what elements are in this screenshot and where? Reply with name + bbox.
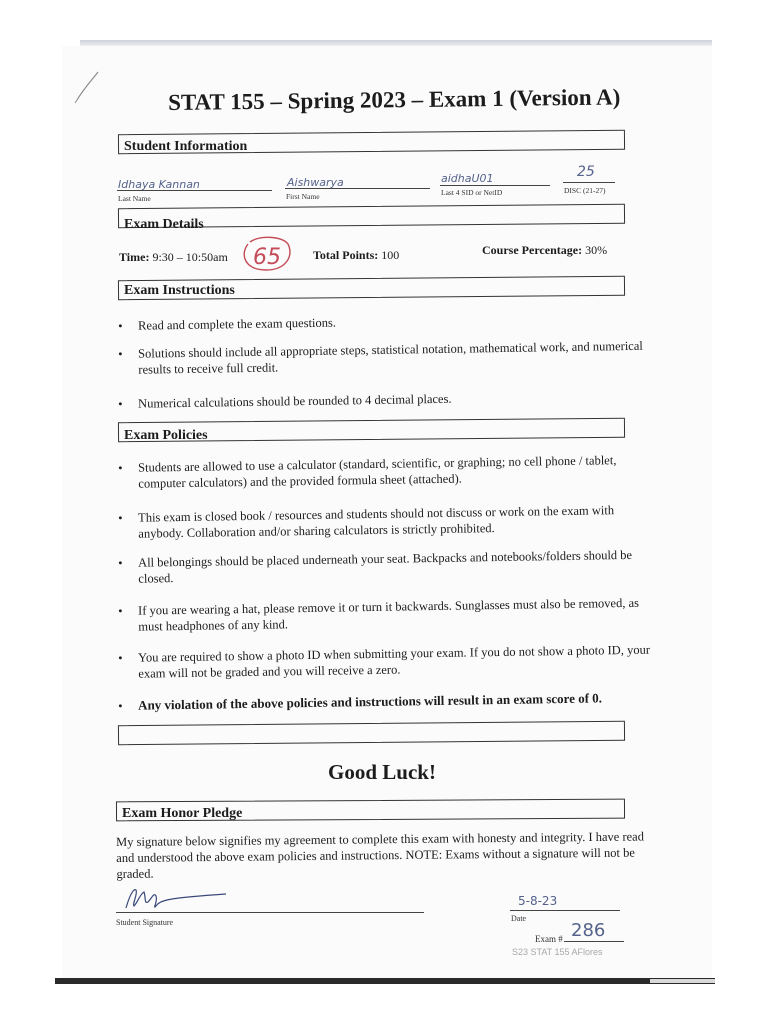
exam-number-line bbox=[564, 941, 624, 942]
time-row bbox=[119, 250, 228, 265]
exam-instructions-heading: Exam Instructions bbox=[124, 283, 235, 298]
time-value: 9:30 – 10:50am bbox=[152, 250, 228, 264]
bullet-icon: • bbox=[118, 698, 123, 713]
score-circle-mark bbox=[238, 234, 296, 274]
disc-line bbox=[563, 182, 615, 183]
honor-pledge-heading: Exam Honor Pledge bbox=[122, 806, 243, 821]
percentage-label: Course Percentage: bbox=[482, 243, 583, 257]
instruction-item: • Solutions should include all appropriate steps, statistical notation, mathematical work, and numerical results to receive full credit. bbox=[118, 338, 643, 377]
date-value: 5-8-23 bbox=[518, 894, 558, 908]
pencil-mark bbox=[74, 70, 100, 104]
disc-label: DISC (21-27) bbox=[564, 186, 606, 195]
policy-item: • You are required to show a photo ID when submitting your exam. If you do not show a photo ID, your exam will not be graded and you will receive a zero. bbox=[118, 642, 651, 681]
date-label: Date bbox=[511, 914, 527, 923]
last-name-line bbox=[117, 190, 272, 191]
last-name-label: Last Name bbox=[118, 194, 151, 203]
score-mark: 65 bbox=[253, 245, 281, 270]
scan-edge-bottom bbox=[55, 978, 715, 984]
bullet-icon: • bbox=[118, 510, 123, 525]
points-label: Total Points: bbox=[313, 248, 379, 262]
points-value: 100 bbox=[381, 248, 400, 262]
date-line bbox=[510, 910, 620, 911]
percentage-value: 30% bbox=[585, 243, 608, 257]
exam-number-value: 286 bbox=[571, 920, 606, 941]
bullet-icon: • bbox=[118, 650, 123, 665]
signature-label: Student Signature bbox=[116, 918, 174, 927]
disc-value: 25 bbox=[577, 164, 595, 180]
instruction-item: • Read and complete the exam questions. bbox=[118, 315, 337, 333]
time-label: Time: bbox=[119, 250, 150, 264]
student-information-heading: Student Information bbox=[124, 139, 248, 154]
good-luck-heading: Good Luck! bbox=[328, 760, 436, 784]
sid-label: Last 4 SID or NetID bbox=[441, 188, 503, 197]
policy-item: • All belongings should be placed underneath your seat. Backpacks and notebooks/folders should be closed. bbox=[118, 547, 633, 586]
first-name-line bbox=[285, 188, 430, 189]
policy-item: • This exam is closed book / resources and students should not discuss or work on the exam with anybody. Collaboration and/or sharing calculators is strictly prohibited. bbox=[118, 503, 615, 541]
first-name-label: First Name bbox=[286, 192, 320, 201]
pledge-paragraph: My signature below signifies my agreement to complete this exam with honesty and integrity. I have read and understood the above exam policies and instructions. NOTE: Exams without a signature will not be graded. bbox=[116, 829, 645, 881]
bullet-icon: • bbox=[118, 346, 123, 361]
exam-number-label: Exam # bbox=[535, 934, 563, 944]
scan-edge-bottom-light bbox=[650, 979, 715, 983]
last-name-value: Idhaya Kannan bbox=[118, 178, 200, 191]
exam-title: STAT 155 – Spring 2023 – Exam 1 (Version A) bbox=[168, 84, 621, 115]
sid-value: aidhaU01 bbox=[441, 172, 494, 185]
first-name-value: Aishwarya bbox=[287, 176, 344, 189]
policy-item: • If you are wearing a hat, please remove it or turn it backwards. Sunglasses must also be removed, as must headphones of any kind. bbox=[118, 595, 640, 634]
bullet-icon: • bbox=[118, 396, 123, 411]
exam-details-heading: Exam Details bbox=[124, 217, 204, 232]
signature-line bbox=[116, 912, 424, 913]
policy-item-warning: • Any violation of the above policies and instructions will result in an exam score of 0. bbox=[118, 690, 603, 713]
bullet-icon: • bbox=[118, 603, 123, 618]
exam-policies-heading: Exam Policies bbox=[124, 428, 208, 443]
percentage-row bbox=[482, 243, 607, 258]
points-row bbox=[313, 248, 399, 263]
footer-course-code: S23 STAT 155 AFlores bbox=[512, 947, 603, 957]
sid-line bbox=[440, 185, 550, 186]
student-signature-mark bbox=[122, 884, 232, 912]
bullet-icon: • bbox=[118, 460, 123, 475]
bullet-icon: • bbox=[118, 555, 123, 570]
policy-item: • Students are allowed to use a calculator (standard, scientific, or graphing; no cell phone / tablet, computer calculators) and the provided formula sheet (attached). bbox=[118, 453, 617, 491]
instruction-item: • Numerical calculations should be rounded to 4 decimal places. bbox=[118, 391, 452, 411]
bullet-icon: • bbox=[118, 318, 123, 333]
